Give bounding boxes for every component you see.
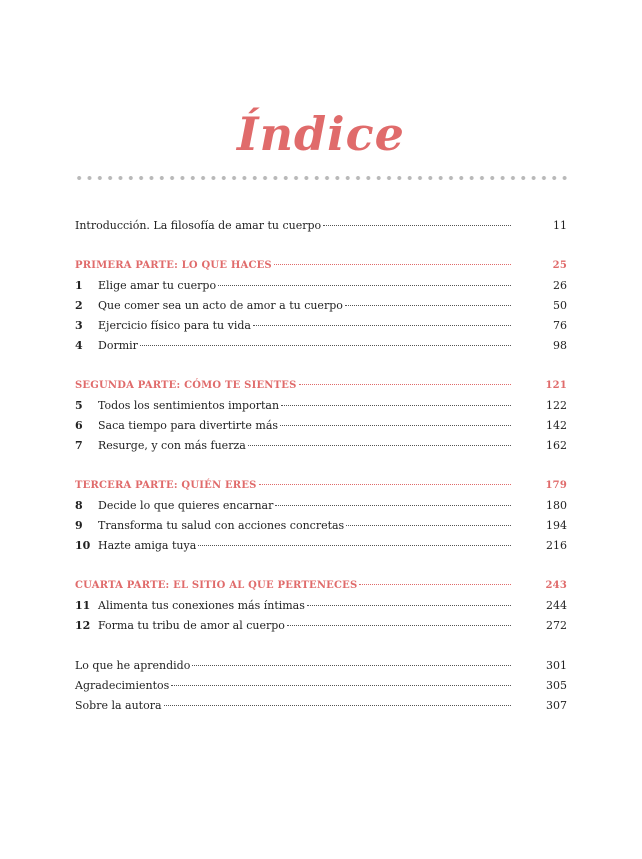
toc-entry-label: Introducción. La filosofía de amar tu cuerpo	[75, 219, 322, 232]
chapter-number: 2	[75, 299, 83, 312]
dotted-divider	[74, 175, 570, 181]
chapter-title: Alimenta tus conexiones más íntimas	[98, 599, 305, 612]
toc-chapter[interactable]	[75, 396, 567, 416]
dot-leader	[253, 324, 511, 326]
toc-page-number: 162	[546, 439, 567, 452]
dot-leader	[346, 524, 511, 526]
toc-chapter[interactable]	[75, 496, 567, 516]
toc-page-number: 305	[546, 679, 567, 692]
dot-leader	[275, 504, 511, 506]
dot-leader	[299, 383, 511, 385]
chapter-title: Saca tiempo para divertirte más	[98, 419, 279, 432]
toc-part-label: SEGUNDA PARTE: CÓMO TE SIENTES	[75, 380, 297, 391]
dot-leader	[218, 284, 511, 286]
chapter-title: Elige amar tu cuerpo	[98, 279, 217, 292]
toc-entry-back-matter[interactable]	[75, 696, 567, 716]
toc-chapter[interactable]	[75, 416, 567, 436]
chapter-number: 7	[75, 439, 83, 452]
toc-chapter[interactable]	[75, 596, 567, 616]
dot-leader	[281, 404, 511, 406]
toc-page-number: 194	[546, 519, 567, 532]
page-title: Índice	[237, 107, 405, 161]
toc-part-heading[interactable]	[75, 476, 567, 496]
chapter-number: 4	[75, 339, 83, 352]
toc-entry-label: Sobre la autora	[75, 699, 162, 712]
toc-page-number: 301	[546, 659, 567, 672]
dot-leader	[287, 624, 511, 626]
toc-part-label: CUARTA PARTE: EL SITIO AL QUE PERTENECES	[75, 580, 358, 591]
toc-chapter[interactable]	[75, 336, 567, 356]
toc-chapter[interactable]	[75, 436, 567, 456]
chapter-title: Decide lo que quieres encarnar	[98, 499, 274, 512]
dot-leader	[248, 444, 511, 446]
dot-leader	[192, 664, 511, 666]
toc-chapter[interactable]	[75, 316, 567, 336]
toc-page-number: 142	[546, 419, 567, 432]
chapter-title: Forma tu tribu de amor al cuerpo	[98, 619, 285, 632]
dot-leader	[359, 583, 511, 585]
toc-part-heading[interactable]	[75, 576, 567, 596]
chapter-number: 11	[75, 599, 91, 612]
chapter-title: Todos los sentimientos importan	[98, 399, 280, 412]
toc-chapter[interactable]	[75, 616, 567, 636]
toc-entry-label: Agradecimientos	[75, 679, 170, 692]
toc-entry-back-matter[interactable]	[75, 656, 567, 676]
toc-page-number: 26	[553, 279, 567, 292]
toc-part-label: TERCERA PARTE: QUIÉN ERES	[75, 480, 257, 491]
toc-chapter[interactable]	[75, 536, 567, 556]
chapter-number: 5	[75, 399, 83, 412]
toc-chapter[interactable]	[75, 516, 567, 536]
toc-page-number: 122	[546, 399, 567, 412]
toc-part-label: PRIMERA PARTE: LO QUE HACES	[75, 260, 272, 271]
chapter-title: Que comer sea un acto de amor a tu cuerpo	[98, 299, 343, 312]
chapter-number: 12	[75, 619, 91, 632]
toc-page-number: 50	[553, 299, 567, 312]
table-of-contents	[75, 216, 567, 716]
dot-leader	[345, 304, 511, 306]
toc-chapter[interactable]	[75, 276, 567, 296]
toc-page-number: 216	[546, 539, 567, 552]
toc-part-heading[interactable]	[75, 256, 567, 276]
dot-leader	[171, 684, 511, 686]
dot-leader	[140, 344, 511, 346]
toc-page-number: 307	[546, 699, 567, 712]
chapter-number: 10	[75, 539, 91, 552]
toc-page-number: 25	[552, 260, 567, 271]
toc-page-number: 98	[553, 339, 567, 352]
toc-page-number: 11	[553, 219, 567, 232]
chapter-number: 3	[75, 319, 83, 332]
chapter-title: Resurge, y con más fuerza	[98, 439, 246, 452]
dot-leader	[307, 604, 511, 606]
dot-leader	[280, 424, 511, 426]
toc-entry-label: Lo que he aprendido	[75, 659, 191, 672]
dot-leader	[323, 224, 511, 226]
toc-chapter[interactable]	[75, 296, 567, 316]
toc-page-number: 272	[546, 619, 567, 632]
dot-leader	[164, 704, 511, 706]
chapter-number: 9	[75, 519, 83, 532]
dot-leader	[274, 263, 511, 265]
chapter-title: Dormir	[98, 339, 138, 352]
toc-page-number: 243	[545, 580, 567, 591]
chapter-number: 1	[75, 279, 83, 292]
dot-leader	[198, 544, 511, 546]
toc-part-heading[interactable]	[75, 376, 567, 396]
toc-page-number: 179	[545, 480, 567, 491]
dot-leader	[259, 483, 511, 485]
chapter-title: Ejercicio físico para tu vida	[98, 319, 251, 332]
chapter-number: 6	[75, 419, 83, 432]
chapter-title: Transforma tu salud con acciones concretas	[98, 519, 345, 532]
toc-entry-back-matter[interactable]	[75, 676, 567, 696]
toc-entry-intro[interactable]	[75, 216, 567, 236]
toc-page-number: 121	[545, 380, 567, 391]
chapter-number: 8	[75, 499, 83, 512]
toc-page-number: 180	[546, 499, 567, 512]
chapter-title: Hazte amiga tuya	[98, 539, 197, 552]
toc-page-number: 76	[553, 319, 567, 332]
toc-page-number: 244	[546, 599, 567, 612]
